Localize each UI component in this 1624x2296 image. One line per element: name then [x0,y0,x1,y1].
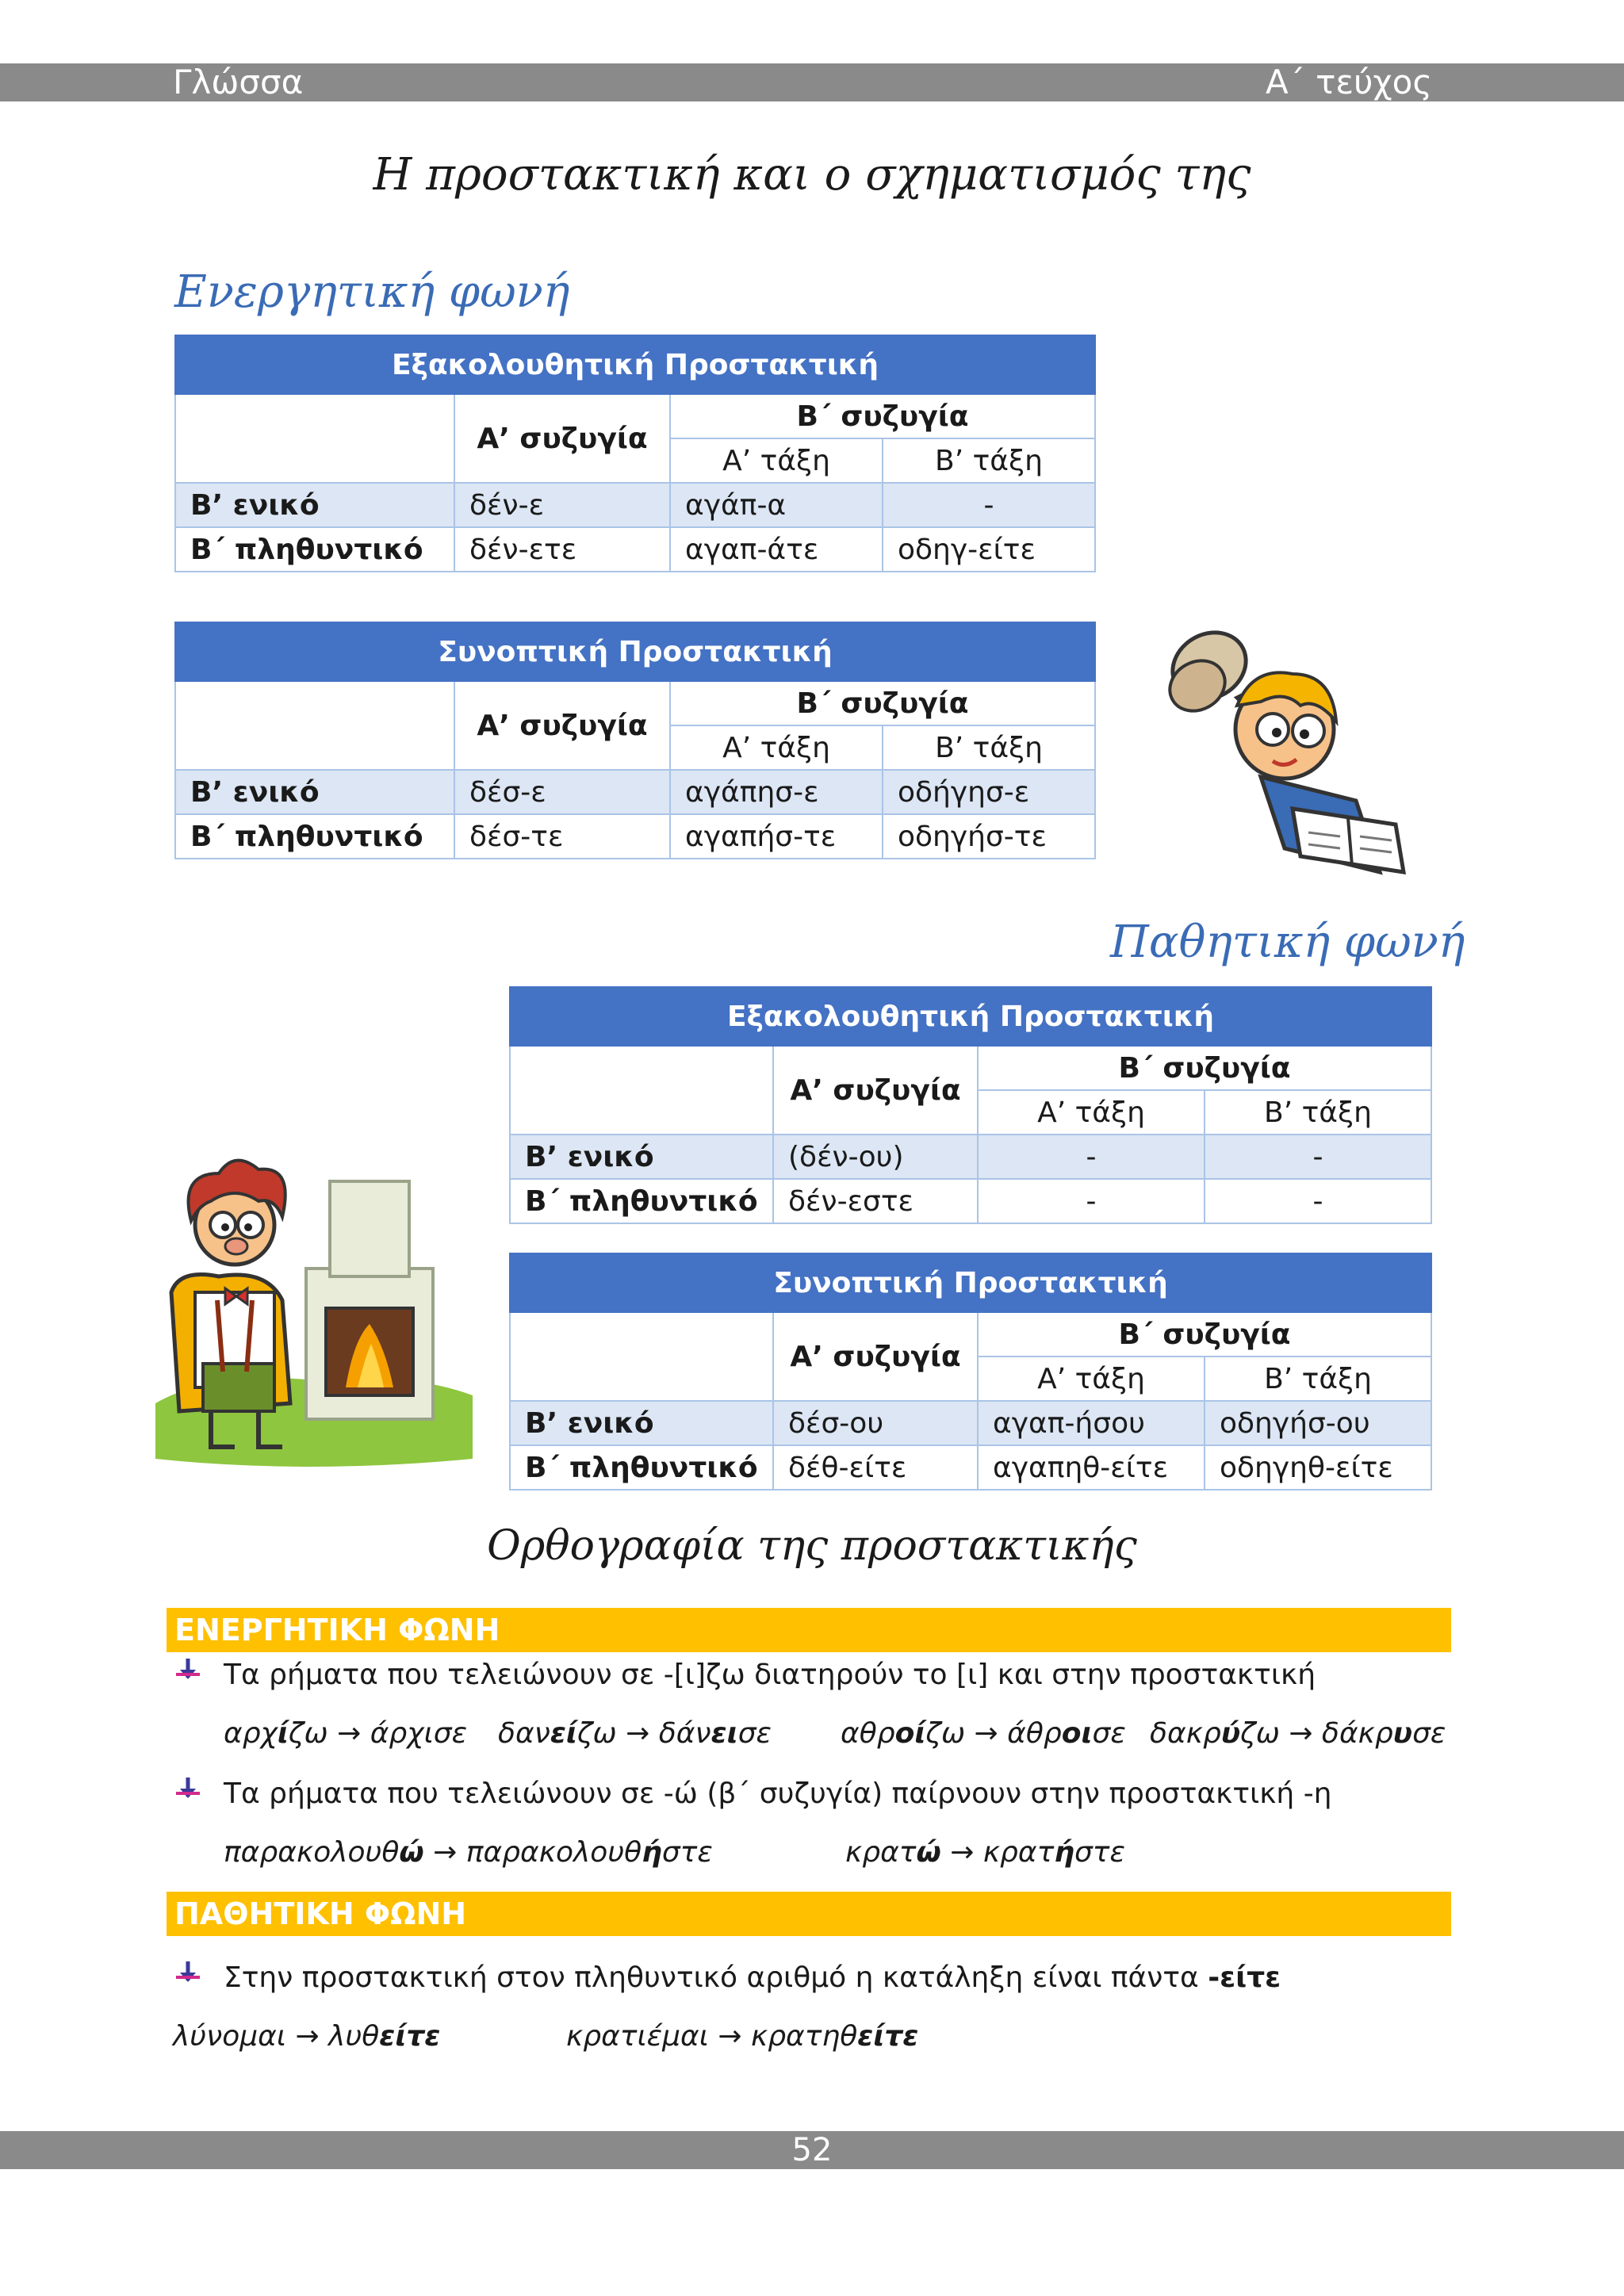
conj-a-header: Α’ συζυγία [454,681,670,770]
cell: δέσ-ου [773,1401,978,1445]
taxi-a-header: Α’ τάξη [670,438,883,483]
passive-continuous-table [509,986,1432,1224]
table-title: Εξακολουθητική Προστακτική [175,335,1095,394]
arrow-bullet-icon [174,1657,206,1691]
cell: αγάπησ-ε [670,770,883,814]
conj-b-header: Β΄ συζυγία [670,681,1095,725]
rule-1-text: Τα ρήματα που τελειώνουν σε -[ι]ζω διατηρούν το [ι] και στην προστακτική [224,1659,1316,1691]
row-label: Β΄ πληθυντικό [510,1179,773,1223]
taxi-a-header: Α’ τάξη [978,1090,1205,1135]
cell: οδηγήσ-τε [883,814,1095,859]
taxi-b-header: Β’ τάξη [1205,1090,1431,1135]
table-row [175,770,1095,814]
passive-voice-bar: ΠΑΘΗΤΙΚΗ ΦΩΝΗ [167,1892,1451,1936]
table-title: Συνοπτική Προστακτική [175,622,1095,681]
cell: αγαπηθ-είτε [978,1445,1205,1490]
example-1-b: δανείζω → δάνεισε [498,1717,772,1750]
row-label: Β΄ πληθυντικό [175,814,454,859]
example-3-a: λύνομαι → λυθείτε [173,2020,441,2053]
example-2-b: κρατώ → κρατήστε [845,1836,1125,1869]
rule-2-text: Τα ρήματα που τελειώνουν σε -ώ (β΄ συζυγία) παίρνουν στην προστακτική -η [224,1777,1332,1810]
cell: οδήγησ-ε [883,770,1095,814]
boy-reading-illustration [1142,610,1427,896]
empty-cell [175,394,454,483]
example-3-b: κρατιέμαι → κρατηθείτε [566,2020,919,2053]
example-1-d: δακρύζω → δάκρυσε [1150,1717,1446,1750]
table-title: Εξακολουθητική Προστακτική [510,987,1431,1046]
taxi-b-header: Β’ τάξη [1205,1357,1431,1401]
table-row [175,814,1095,859]
empty-cell [175,681,454,770]
rule-3 [174,1960,1281,1994]
cell: - [978,1135,1205,1179]
row-label: Β΄ πληθυντικό [175,527,454,572]
cell: αγαπ-ήσου [978,1401,1205,1445]
example-2-a: παρακολουθώ → παρακολουθήστε [224,1836,713,1869]
taxi-a-header: Α’ τάξη [978,1357,1205,1401]
table-title: Συνοπτική Προστακτική [510,1253,1431,1312]
row-label: Β’ ενικό [175,483,454,527]
cell: δέν-ετε [454,527,670,572]
cell: δέθ-είτε [773,1445,978,1490]
man-by-fireplace-illustration [147,1142,481,1475]
active-continuous-table [174,335,1096,572]
cell: αγάπ-α [670,483,883,527]
conj-b-header: Β΄ συζυγία [978,1046,1431,1090]
example-1-a: αρχίζω → άρχισε [224,1717,468,1750]
orthography-title: Ορθογραφία της προστακτικής [487,1522,1137,1570]
empty-cell [510,1046,773,1135]
active-aorist-table [174,622,1096,859]
cell: - [1205,1179,1431,1223]
cell: - [978,1179,1205,1223]
cell: οδηγήσ-ου [1205,1401,1431,1445]
taxi-b-header: Β’ τάξη [883,438,1095,483]
rule-2 [174,1776,1332,1810]
header-bar [0,63,1624,101]
cell: αγαπ-άτε [670,527,883,572]
row-label: Β’ ενικό [510,1135,773,1179]
conj-a-header: Α’ συζυγία [773,1046,978,1135]
cell: - [1205,1135,1431,1179]
table-row [510,1401,1431,1445]
arrow-bullet-icon [174,1960,206,1994]
header-volume: Α΄ τεύχος [1266,63,1432,101]
rule-3-text: Στην προστακτική στον πληθυντικό αριθμό η κατάληξη είναι πάντα [224,1961,1208,1994]
active-voice-bar: ΕΝΕΡΓΗΤΙΚΗ ΦΩΝΗ [167,1608,1451,1652]
row-label: Β’ ενικό [175,770,454,814]
empty-cell [510,1312,773,1401]
cell: δέν-εστε [773,1179,978,1223]
example-1-c: αθροίζω → άθροισε [841,1717,1126,1750]
conj-b-header: Β΄ συζυγία [670,394,1095,438]
conj-b-header: Β΄ συζυγία [978,1312,1431,1357]
conj-a-header: Α’ συζυγία [454,394,670,483]
table-row [175,483,1095,527]
rule-1 [174,1657,1316,1691]
rule-3-ending: -είτε [1208,1961,1281,1994]
table-row [175,527,1095,572]
page-title: Η προστακτική και ο σχηματισμός της [373,149,1251,201]
cell: δέσ-ε [454,770,670,814]
table-row [510,1445,1431,1490]
taxi-b-header: Β’ τάξη [883,725,1095,770]
passive-voice-heading: Παθητική φωνή [1110,916,1465,968]
arrow-bullet-icon [174,1776,206,1810]
cell: (δέν-ου) [773,1135,978,1179]
row-label: Β΄ πληθυντικό [510,1445,773,1490]
cell: - [883,483,1095,527]
header-subject: Γλώσσα [173,63,304,101]
active-voice-heading: Ενεργητική φωνή [174,266,570,318]
table-row [510,1179,1431,1223]
row-label: Β’ ενικό [510,1401,773,1445]
table-row [510,1135,1431,1179]
conj-a-header: Α’ συζυγία [773,1312,978,1401]
cell: οδηγ-είτε [883,527,1095,572]
cell: δέν-ε [454,483,670,527]
passive-aorist-table [509,1253,1432,1490]
cell: οδηγηθ-είτε [1205,1445,1431,1490]
taxi-a-header: Α’ τάξη [670,725,883,770]
footer-bar [0,2131,1624,2169]
cell: αγαπήσ-τε [670,814,883,859]
cell: δέσ-τε [454,814,670,859]
page-number: 52 [791,2132,833,2168]
